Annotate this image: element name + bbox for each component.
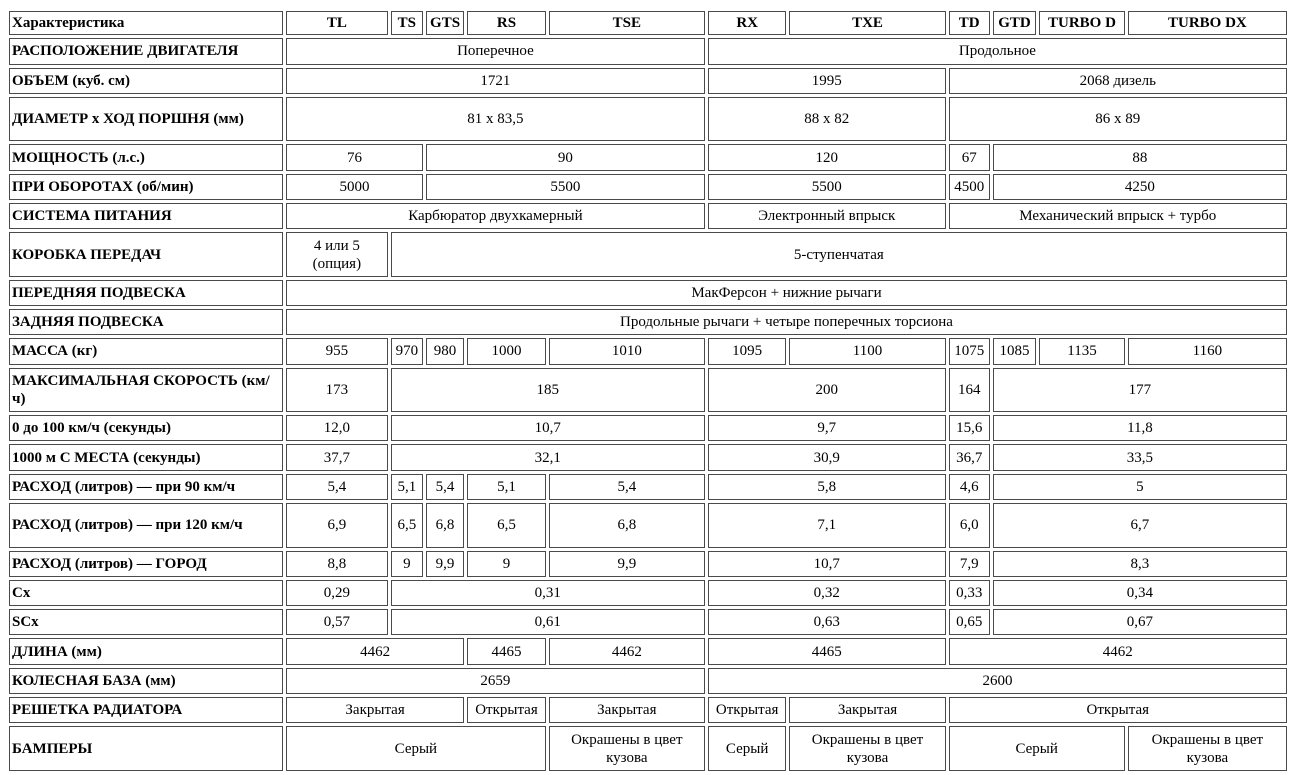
value-cell: 6,5 <box>391 503 423 548</box>
table-row <box>9 726 1287 771</box>
value-cell: 6,7 <box>993 503 1287 548</box>
model-header-rx: RX <box>708 11 787 35</box>
value-cell: Серый <box>286 726 546 771</box>
value-cell: 76 <box>286 144 423 170</box>
row-label: ПРИ ОБОРОТАХ (об/мин) <box>9 174 283 200</box>
table-row <box>9 474 1287 500</box>
value-cell: 1135 <box>1039 338 1125 364</box>
value-cell: 6,8 <box>426 503 464 548</box>
value-cell: 8,8 <box>286 551 388 577</box>
value-cell: 185 <box>391 368 705 413</box>
model-header-tse: TSE <box>549 11 705 35</box>
value-cell: 0,32 <box>708 580 946 606</box>
value-cell: Открытая <box>467 697 546 723</box>
row-label: 1000 м С МЕСТА (секунды) <box>9 444 283 470</box>
value-cell: 9 <box>391 551 423 577</box>
value-cell: 12,0 <box>286 415 388 441</box>
value-cell: 1721 <box>286 68 705 94</box>
table-row <box>9 144 1287 170</box>
table-row <box>9 668 1287 694</box>
value-cell: 2068 дизель <box>949 68 1287 94</box>
row-label: КОЛЕСНАЯ БАЗА (мм) <box>9 668 283 694</box>
value-cell: 5-ступенчатая <box>391 232 1287 277</box>
value-cell: 0,63 <box>708 609 946 635</box>
value-cell: 90 <box>426 144 705 170</box>
table-row <box>9 338 1287 364</box>
table-row <box>9 280 1287 306</box>
value-cell: 4 или 5 (опция) <box>286 232 388 277</box>
table-row <box>9 444 1287 470</box>
value-cell: 1100 <box>789 338 945 364</box>
value-cell: Поперечное <box>286 38 705 64</box>
value-cell: 1075 <box>949 338 990 364</box>
table-row <box>9 638 1287 664</box>
value-cell: 7,9 <box>949 551 990 577</box>
value-cell: 0,34 <box>993 580 1287 606</box>
model-header-gtd: GTD <box>993 11 1036 35</box>
value-cell: 4500 <box>949 174 990 200</box>
spec-table-body <box>9 11 1287 771</box>
value-cell: 0,33 <box>949 580 990 606</box>
value-cell: 9,9 <box>549 551 705 577</box>
value-cell: 4462 <box>549 638 705 664</box>
model-header-rs: RS <box>467 11 546 35</box>
value-cell: 164 <box>949 368 990 413</box>
header-label: Характеристика <box>9 11 283 35</box>
value-cell: 5,4 <box>426 474 464 500</box>
value-cell: 30,9 <box>708 444 946 470</box>
model-header-turbo-dx: TURBO DX <box>1128 11 1287 35</box>
value-cell: 970 <box>391 338 423 364</box>
value-cell: 1095 <box>708 338 787 364</box>
table-row <box>9 551 1287 577</box>
value-cell: 0,31 <box>391 580 705 606</box>
value-cell: 5,4 <box>549 474 705 500</box>
table-row <box>9 697 1287 723</box>
value-cell: Открытая <box>708 697 787 723</box>
value-cell: 6,9 <box>286 503 388 548</box>
value-cell: 1000 <box>467 338 546 364</box>
table-row <box>9 503 1287 548</box>
value-cell: 10,7 <box>391 415 705 441</box>
value-cell: 8,3 <box>993 551 1287 577</box>
value-cell: 5,1 <box>467 474 546 500</box>
value-cell: 1010 <box>549 338 705 364</box>
row-label: РАСХОД (литров) — при 120 км/ч <box>9 503 283 548</box>
value-cell: Продольное <box>708 38 1287 64</box>
header-row <box>9 11 1287 35</box>
value-cell: 5000 <box>286 174 423 200</box>
value-cell: 6,0 <box>949 503 990 548</box>
value-cell: 200 <box>708 368 946 413</box>
value-cell: 32,1 <box>391 444 705 470</box>
value-cell: 6,8 <box>549 503 705 548</box>
value-cell: 0,61 <box>391 609 705 635</box>
model-header-gts: GTS <box>426 11 464 35</box>
value-cell: Закрытая <box>549 697 705 723</box>
table-row <box>9 174 1287 200</box>
row-label: БАМПЕРЫ <box>9 726 283 771</box>
table-row <box>9 415 1287 441</box>
value-cell: 4462 <box>286 638 464 664</box>
model-header-ts: TS <box>391 11 423 35</box>
value-cell: Механический впрыск + турбо <box>949 203 1287 229</box>
row-label: Cx <box>9 580 283 606</box>
value-cell: Открытая <box>949 697 1287 723</box>
table-row <box>9 232 1287 277</box>
value-cell: 5 <box>993 474 1287 500</box>
row-label: ЗАДНЯЯ ПОДВЕСКА <box>9 309 283 335</box>
value-cell: 0,57 <box>286 609 388 635</box>
table-row <box>9 609 1287 635</box>
value-cell: Карбюратор двухкамерный <box>286 203 705 229</box>
row-label: РЕШЕТКА РАДИАТОРА <box>9 697 283 723</box>
table-row <box>9 38 1287 64</box>
table-row <box>9 203 1287 229</box>
value-cell: 7,1 <box>708 503 946 548</box>
value-cell: 1085 <box>993 338 1036 364</box>
value-cell: 9 <box>467 551 546 577</box>
value-cell: Продольные рычаги + четыре поперечных торсиона <box>286 309 1287 335</box>
value-cell: 33,5 <box>993 444 1287 470</box>
value-cell: 4462 <box>949 638 1287 664</box>
value-cell: Серый <box>949 726 1125 771</box>
model-header-td: TD <box>949 11 990 35</box>
spec-table <box>6 8 1290 774</box>
row-label: МАССА (кг) <box>9 338 283 364</box>
row-label: ПЕРЕДНЯЯ ПОДВЕСКА <box>9 280 283 306</box>
value-cell: 67 <box>949 144 990 170</box>
value-cell: Закрытая <box>286 697 464 723</box>
value-cell: 4465 <box>467 638 546 664</box>
value-cell: 4250 <box>993 174 1287 200</box>
value-cell: 11,8 <box>993 415 1287 441</box>
value-cell: 86 x 89 <box>949 97 1287 142</box>
value-cell: Окрашены в цвет кузова <box>549 726 705 771</box>
value-cell: 5,8 <box>708 474 946 500</box>
value-cell: 5500 <box>708 174 946 200</box>
value-cell: Окрашены в цвет кузова <box>1128 726 1287 771</box>
value-cell: Электронный впрыск <box>708 203 946 229</box>
value-cell: 4465 <box>708 638 946 664</box>
value-cell: 980 <box>426 338 464 364</box>
value-cell: 2659 <box>286 668 705 694</box>
row-label: РАСХОД (литров) — ГОРОД <box>9 551 283 577</box>
value-cell: 0,67 <box>993 609 1287 635</box>
table-row <box>9 309 1287 335</box>
row-label: РАСПОЛОЖЕНИЕ ДВИГАТЕЛЯ <box>9 38 283 64</box>
value-cell: 1995 <box>708 68 946 94</box>
value-cell: Серый <box>708 726 787 771</box>
value-cell: 10,7 <box>708 551 946 577</box>
value-cell: 4,6 <box>949 474 990 500</box>
value-cell: 36,7 <box>949 444 990 470</box>
value-cell: 88 x 82 <box>708 97 946 142</box>
table-row <box>9 97 1287 142</box>
row-label: КОРОБКА ПЕРЕДАЧ <box>9 232 283 277</box>
value-cell: 0,65 <box>949 609 990 635</box>
value-cell: 955 <box>286 338 388 364</box>
value-cell: 81 x 83,5 <box>286 97 705 142</box>
table-row <box>9 368 1287 413</box>
row-label: МАКСИМАЛЬНАЯ СКОРОСТЬ (км/ч) <box>9 368 283 413</box>
value-cell: 0,29 <box>286 580 388 606</box>
value-cell: 37,7 <box>286 444 388 470</box>
row-label: СИСТЕМА ПИТАНИЯ <box>9 203 283 229</box>
value-cell: 177 <box>993 368 1287 413</box>
value-cell: 15,6 <box>949 415 990 441</box>
value-cell: 120 <box>708 144 946 170</box>
row-label: 0 до 100 км/ч (секунды) <box>9 415 283 441</box>
value-cell: МакФерсон + нижние рычаги <box>286 280 1287 306</box>
model-header-turbo-d: TURBO D <box>1039 11 1125 35</box>
table-row <box>9 68 1287 94</box>
value-cell: 1160 <box>1128 338 1287 364</box>
value-cell: 2600 <box>708 668 1287 694</box>
value-cell: 173 <box>286 368 388 413</box>
table-row <box>9 580 1287 606</box>
value-cell: 88 <box>993 144 1287 170</box>
model-header-txe: TXE <box>789 11 945 35</box>
value-cell: 9,7 <box>708 415 946 441</box>
row-label: SCx <box>9 609 283 635</box>
value-cell: 5500 <box>426 174 705 200</box>
row-label: ДЛИНА (мм) <box>9 638 283 664</box>
model-header-tl: TL <box>286 11 388 35</box>
row-label: МОЩНОСТЬ (л.с.) <box>9 144 283 170</box>
value-cell: 9,9 <box>426 551 464 577</box>
value-cell: 6,5 <box>467 503 546 548</box>
row-label: ОБЪЕМ (куб. см) <box>9 68 283 94</box>
row-label: ДИАМЕТР x ХОД ПОРШНЯ (мм) <box>9 97 283 142</box>
value-cell: Окрашены в цвет кузова <box>789 726 945 771</box>
value-cell: 5,4 <box>286 474 388 500</box>
value-cell: Закрытая <box>789 697 945 723</box>
value-cell: 5,1 <box>391 474 423 500</box>
row-label: РАСХОД (литров) — при 90 км/ч <box>9 474 283 500</box>
